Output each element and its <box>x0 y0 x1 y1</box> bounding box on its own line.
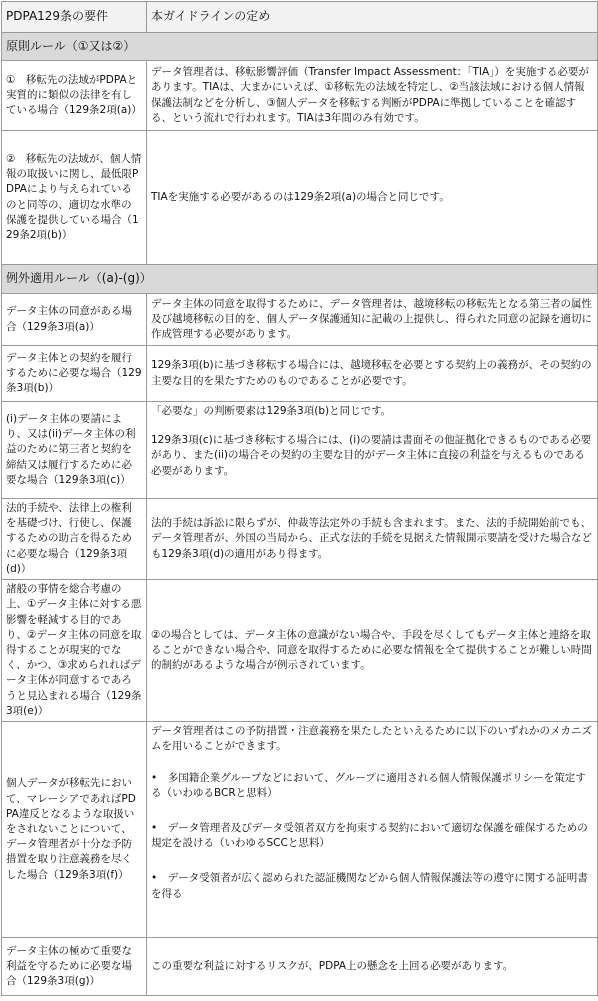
requirement-cell: 諸般の事情を総合考慮の上、①データ主体に対する悪影響を軽減する目的であり、②データ主体の同意を取得することが現実的でなく、かつ、③求められればデータ主体が同意するであろうと見込まれる場合（129条3項(e)） <box>2 580 147 722</box>
requirement-cell: データ主体との契約を履行するために必要な場合（129条3項(b)） <box>2 346 147 402</box>
bullet-item: • データ受領者が広く認められた認証機関などから個人情報保護法等の遵守に関する証明書を得る <box>151 872 588 900</box>
guideline-cell: 129条3項(b)に基づき移転する場合には、越境移転を必要とする契約上の義務が、その契約の主要な目的を果たすためのものであることが必要です。 <box>147 346 598 402</box>
requirement-cell: 個人データが移転先において、マレーシアであればPDPA違反となるような取扱いをされないことについて、データ管理者が十分な予防措置を取り注意義務を尽くした場合（129条3項(f)） <box>2 722 147 938</box>
table-row <box>2 131 598 265</box>
guideline-cell: データ管理者は、移転影響評価（Transfer Impact Assessment：「TIA」）を実施する必要があります。TIAは、大まかにいえば、①移転先の法域を特定し、②当該法域における個人情報保護法制などを分析し、③個人データを移転する判断がPDPAに準拠していることを確認する、という流れで行われます。TIAは3年間のみ有効です。 <box>147 61 598 131</box>
guideline-paragraph: 129条3項(c)に基づき移転する場合には、(i)の要請は書面その他証拠化できるものである必要があり、また(ii)の場合その契約の主要な目的がデータ主体に直接の利益を与えるものである必要があります。 <box>151 434 592 477</box>
bullet-item: • 多国籍企業グループなどにおいて、グループに適用される個人情報保護ポリシーを策定する（いわゆるBCRと思料） <box>151 771 586 799</box>
guideline-cell: TIAを実施する必要があるのは129条2項(a)の場合と同じです。 <box>147 131 598 265</box>
requirement-cell: ① 移転先の法域がPDPAと実質的に類似の法律を有している場合（129条2項(a)） <box>2 61 147 131</box>
requirement-cell: ② 移転先の法域が、個人情報の取扱いに関し、最低限PDPAにより与えられているのと同等の、適切な水準の保護を提供している場合（129条2項(b)） <box>2 131 147 265</box>
table-row <box>2 294 598 346</box>
table-row <box>2 61 598 131</box>
section-header-principle <box>2 33 598 61</box>
table-row <box>2 722 598 938</box>
pdpa-requirements-table <box>1 1 598 996</box>
guideline-cell <box>147 402 598 499</box>
table-row <box>2 499 598 580</box>
guideline-cell <box>147 722 598 938</box>
guideline-paragraph: 「必要な」の判断要素は129条3項(b)と同じです。 <box>151 405 392 417</box>
guideline-intro: データ管理者はこの予防措置・注意義務を果たしたといえるために以下のいずれかのメカニズムを用いることができます。 <box>151 725 592 753</box>
table-row <box>2 580 598 722</box>
header-guideline: 本ガイドラインの定め <box>147 2 598 33</box>
guideline-cell: ②の場合としては、データ主体の意識がない場合や、手段を尽くしてもデータ主体と連絡を取ることができない場合や、同意を取得するために必要な情報を全て提供することが難しい時間的制約があるような場合が例示されています。 <box>147 580 598 722</box>
table-header <box>2 2 598 33</box>
guideline-cell: この重要な利益に対するリスクが、PDPA上の懸念を上回る必要があります。 <box>147 938 598 996</box>
section-exceptions-label: 例外適用ルール（(a)-(g)） <box>2 265 598 294</box>
table-row <box>2 402 598 499</box>
header-requirement: PDPA129条の要件 <box>2 2 147 33</box>
bullet-item: • データ管理者及びデータ受領者双方を拘束する契約において適切な保護を確保するための規定を設ける（いわゆるSCCと思料） <box>151 821 588 850</box>
section-header-exceptions <box>2 265 598 294</box>
guideline-cell: データ主体の同意を取得するために、データ管理者は、越境移転の移転先となる第三者の属性及び越境移転の目的を、個人データ保護通知に記載の上提供し、得られた同意の記録を適切に作成管理する必要があります。 <box>147 294 598 346</box>
table-row <box>2 346 598 402</box>
table-row <box>2 938 598 996</box>
requirement-cell: データ主体の極めて重要な利益を守るために必要な場合（129条3項(g)） <box>2 938 147 996</box>
requirement-cell: 法的手続や、法律上の権利を基礎づけ、行使し、保護するための助言を得るために必要な場合（129条3項(d)） <box>2 499 147 580</box>
requirement-cell: データ主体の同意がある場合（129条3項(a)） <box>2 294 147 346</box>
requirement-cell: (i)データ主体の要請により、又は(ii)データ主体の利益のために第三者と契約を締結又は履行するために必要な場合（129条3項(c)） <box>2 402 147 499</box>
section-principle-label: 原則ルール（①又は②） <box>2 33 598 61</box>
guideline-cell: 法的手続は訴訟に限らずが、仲裁等法定外の手続も含まれます。また、法的手続開始前でも、データ管理者が、外国の当局から、正式な法的手続を見据えた情報開示要請を受けた場合なども129条3項(d)の適用があり得ます。 <box>147 499 598 580</box>
